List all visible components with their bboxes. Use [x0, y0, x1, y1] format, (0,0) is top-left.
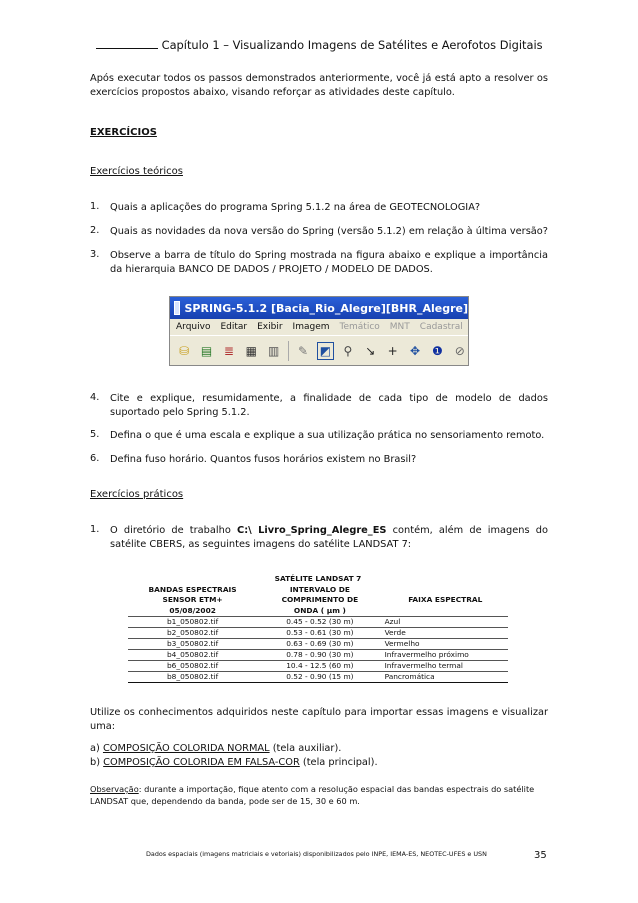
spring-logo-icon [174, 301, 180, 315]
option-a-suffix: (tela auxiliar). [269, 743, 342, 754]
wavelength-interval: 0.45 - 0.52 (30 m) [257, 616, 382, 627]
column-header: SENSOR ETM+ [162, 595, 223, 605]
practical-task-text: O diretório de trabalho [110, 525, 237, 536]
use-paragraph: Utilize os conhecimentos adquiridos neste capítulo para importar essas imagens e visualizar uma: [90, 707, 548, 732]
theoretical-question-2: Quais as novidades da nova versão do Spring (versão 5.1.2) em relação à última versão? [110, 226, 549, 237]
band-file: b4_050802.tif [128, 649, 257, 660]
theoretical-question-4: Cite e explique, resumidamente, a finalidade de cada tipo de modelo de dados suportado pelo Spring 5.1.2. [110, 393, 548, 418]
table-title: SATÉLITE LANDSAT 7 [274, 574, 362, 584]
menu-item-mnt[interactable]: MNT [389, 322, 410, 332]
spectral-range: Infravermelho termal [383, 660, 508, 671]
info-icon[interactable]: ❶ [432, 343, 443, 358]
practical-task-text: contém, além de imagens do satélite CBERS, as seguintes imagens do satélite LANDSAT 7: [110, 525, 548, 550]
theoretical-heading: Exercícios teóricos [90, 166, 183, 177]
toolbar-separator [288, 341, 289, 361]
spring-title-text: SPRING-5.1.2 [Bacia_Rio_Alegre][BHR_Alegre] [184, 301, 468, 315]
theoretical-question-5: Defina o que é uma escala e explique a sua utilização prática no sensoriamento remoto. [110, 430, 545, 441]
paint-brush-icon[interactable]: ✎ [297, 343, 308, 358]
spectral-range: Azul [383, 616, 508, 627]
page-header [96, 38, 548, 52]
option-a-link: COMPOSIÇÃO COLORIDA NORMAL [102, 743, 270, 754]
spring-window-figure [169, 296, 469, 366]
magnifier-icon[interactable]: ⊘ [454, 343, 465, 358]
table-row [128, 616, 508, 627]
option-a-prefix: a) [90, 743, 103, 754]
page-number: 35 [534, 850, 547, 861]
table-row [128, 627, 508, 638]
option-b-link: COMPOSIÇÃO COLORIDA EM FALSA-COR [103, 757, 300, 768]
spectral-range: Pancromática [383, 671, 508, 682]
wavelength-interval: 0.63 - 0.69 (30 m) [257, 638, 382, 649]
wavelength-interval: 0.53 - 0.61 (30 m) [257, 627, 382, 638]
item-number: 3. [90, 249, 100, 260]
display-icon[interactable]: ◩ [317, 342, 334, 360]
wavelength-interval: 0.78 - 0.90 (30 m) [257, 649, 382, 660]
band-file: b1_050802.tif [128, 616, 257, 627]
column-header: BANDAS ESPECTRAIS [148, 584, 237, 594]
band-file: b8_050802.tif [128, 671, 257, 682]
grid-icon[interactable]: ▦ [245, 343, 257, 358]
theoretical-question-1: Quais a aplicações do programa Spring 5.1.2 na área de GEOTECNOLOGIA? [110, 202, 481, 213]
intro-paragraph: Após executar todos os passos demonstrados anteriormente, você já está apto a resolver os exercícios propostos abaixo, visando reforçar as atividades deste capítulo. [90, 73, 548, 98]
arrow-icon[interactable]: ↘ [365, 343, 376, 358]
table-icon[interactable]: ▥ [268, 343, 280, 358]
menu-item-tematico[interactable]: Temático [339, 322, 380, 332]
spring-title-bar [170, 297, 468, 319]
option-b [90, 756, 548, 770]
column-header-spectral-range: FAIXA ESPECTRAL [408, 595, 483, 604]
column-header: COMPRIMENTO DE [281, 595, 359, 605]
band-file: b3_050802.tif [128, 638, 257, 649]
database-icon[interactable]: ⛁ [179, 343, 190, 358]
spectral-range: Infravermelho próximo [383, 649, 508, 660]
column-header: INTERVALO DE [289, 584, 350, 594]
practical-task-1 [110, 524, 548, 552]
image-list-icon[interactable]: ▤ [200, 343, 213, 358]
wavelength-interval: 10.4 - 12.5 (60 m) [257, 660, 382, 671]
item-number: 1. [90, 201, 100, 212]
spectral-range: Vermelho [383, 638, 508, 649]
wavelength-interval: 0.52 - 0.90 (15 m) [257, 671, 382, 682]
option-b-suffix: (tela principal). [299, 757, 378, 768]
exercises-heading: EXERCÍCIOS [90, 127, 157, 138]
observation-text: : durante a importação, fique atento com a resolução espacial das bandas espectrais do satélite LANDSAT que, dependendo da banda, pode ser de 15, 30 e 60 m. [90, 784, 535, 806]
item-number: 6. [90, 453, 100, 464]
band-file: b2_050802.tif [128, 627, 257, 638]
zoom-icon[interactable]: ⚲ [343, 343, 353, 358]
menu-item-cadastral[interactable]: Cadastral [419, 322, 463, 332]
item-number: 1. [90, 524, 100, 535]
landsat-bands-table [128, 574, 508, 683]
menu-item-exibir[interactable]: Exibir [257, 322, 283, 332]
theoretical-question-3: Observe a barra de título do Spring mostrada na figura abaixo e explique a importância da hierarquia BANCO DE DADOS / PROJETO / MODELO DE DADOS. [110, 250, 548, 275]
spring-toolbar [170, 335, 468, 365]
band-file: b6_050802.tif [128, 660, 257, 671]
observation-label: Observação [90, 784, 139, 794]
column-header: ONDA ( μm ) [293, 605, 346, 615]
item-number: 2. [90, 225, 100, 236]
menu-item-imagem[interactable]: Imagem [292, 322, 330, 332]
table-row [128, 671, 508, 682]
table-row [128, 660, 508, 671]
option-b-prefix: b) [90, 757, 104, 768]
header-rule [96, 48, 158, 49]
theoretical-question-6: Defina fuso horário. Quantos fusos horários existem no Brasil? [110, 454, 417, 465]
menu-item-arquivo[interactable]: Arquivo [176, 322, 211, 332]
layers-icon[interactable]: ≣ [223, 343, 234, 358]
chapter-title: Capítulo 1 – Visualizando Imagens de Satélites e Aerofotos Digitais [161, 38, 543, 52]
item-number: 4. [90, 392, 100, 403]
table-row [128, 638, 508, 649]
observation-note [90, 783, 548, 807]
practical-heading: Exercícios práticos [90, 489, 184, 500]
spectral-range: Verde [383, 627, 508, 638]
menu-item-editar[interactable]: Editar [220, 322, 248, 332]
column-header: 05/08/2002 [169, 605, 216, 615]
table-row [128, 649, 508, 660]
crosshair-icon[interactable]: + [387, 343, 398, 358]
working-directory-path: C:\ Livro_Spring_Alegre_ES [237, 525, 387, 536]
page-footer: Dados espaciais (imagens matriciais e vetoriais) disponibilizados pelo INPE, IEMA-ES, NEOTEC-UFES e USN [146, 850, 487, 858]
spring-menu-bar [170, 319, 468, 335]
option-a [90, 742, 548, 756]
item-number: 5. [90, 429, 100, 440]
pan-icon[interactable]: ✥ [410, 343, 421, 358]
